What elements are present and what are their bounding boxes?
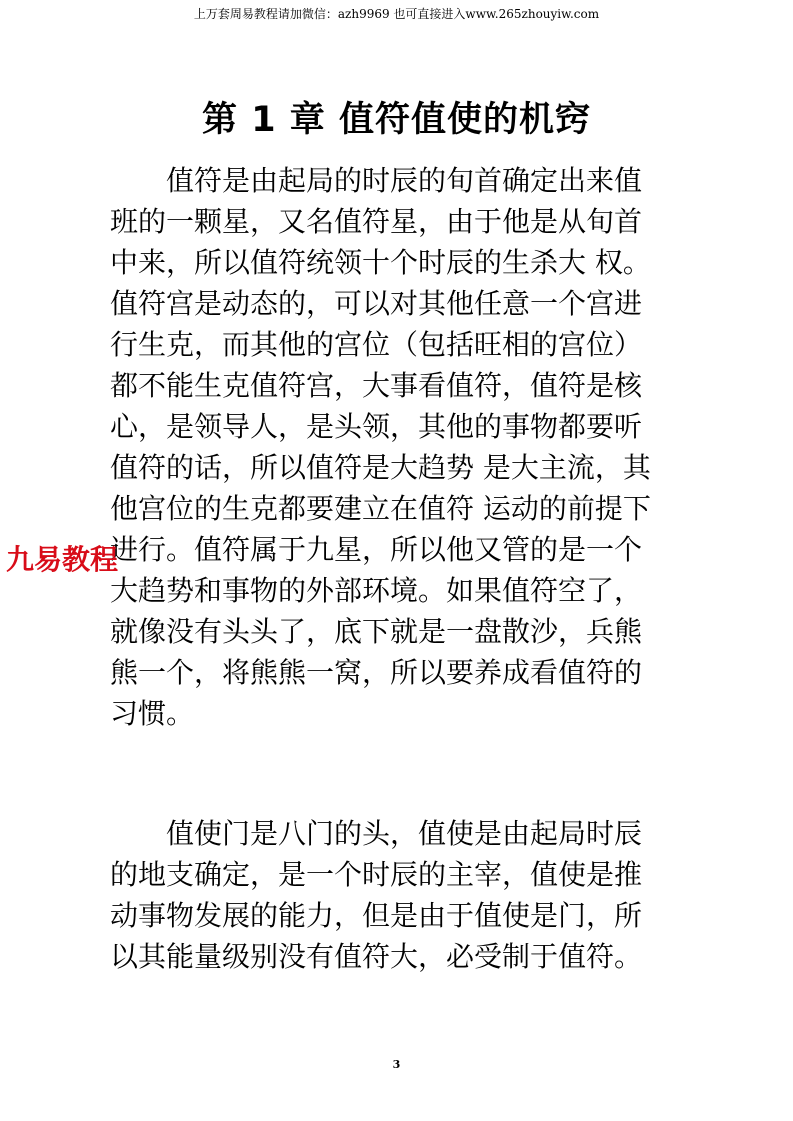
paragraph-line: 他宫位的生克都要建立在值符 运动的前提下 [110, 492, 651, 525]
chapter-title: 第 1 章 值符值使的机窍 [202, 100, 591, 140]
paragraph-line: 值符宫是动态的，可以对其他任意一个宫进 [110, 287, 643, 320]
paragraph-line: 中来，所以值符统领十个时辰的生杀大 权。 [110, 246, 651, 279]
paragraph-line: 心，是领导人，是头领，其他的事物都要听 [110, 410, 643, 443]
paragraph-line: 值符的话，所以值符是大趋势 是大主流，其 [110, 451, 651, 484]
paragraph-line: 动事物发展的能力，但是由于值使是门，所 [110, 899, 643, 932]
watermark-overlay: 九易教程 [6, 543, 119, 576]
paragraph-line: 都不能生克值符宫，大事看值符，值符是核 [110, 369, 643, 402]
paragraph-line: 值使门是八门的头，值使是由起局时辰 [110, 817, 643, 850]
paragraph-line: 的地支确定，是一个时辰的主宰，值使是推 [110, 858, 643, 891]
paragraph-1 [110, 160, 670, 734]
paragraph-line: 进行。值符属于九星，所以他又管的是一个 [110, 533, 643, 566]
paragraph-line: 值符是由起局的时辰的旬首确定出来值 [110, 164, 643, 197]
page-number: 3 [392, 1058, 401, 1071]
page-header: 上万套周易教程请加微信：azh9969 也可直接进入www.265zhouyiw.com [193, 7, 600, 21]
paragraph-line: 习惯。 [110, 697, 195, 730]
paragraph-line: 熊一个，将熊熊一窝，所以要养成看值符的 [110, 656, 643, 689]
paragraph-line: 大趋势和事物的外部环境。如果值符空了， [110, 574, 643, 607]
paragraph-line: 行生克，而其他的宫位（包括旺相的宫位） [110, 328, 643, 361]
paragraph-line: 就像没有头头了，底下就是一盘散沙，兵熊 [110, 615, 643, 648]
paragraph-2 [110, 813, 670, 977]
paragraph-line: 班的一颗星，又名值符星，由于他是从旬首 [110, 205, 643, 238]
paragraph-line: 以其能量级别没有值符大，必受制于值符。 [110, 940, 643, 973]
